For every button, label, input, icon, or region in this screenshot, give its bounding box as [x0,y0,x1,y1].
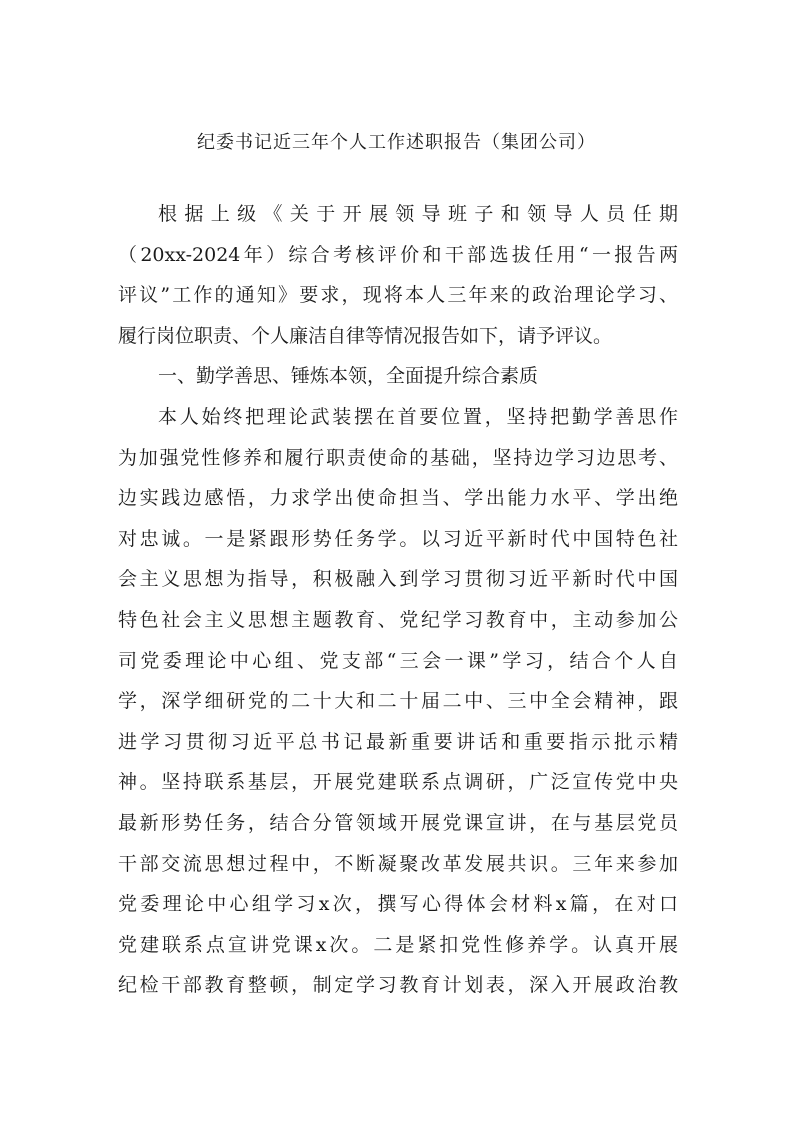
body-line: 会主义思想为指导，积极融入到学习贯彻习近平新时代中国 [118,568,678,591]
body-line: 党建联系点宣讲党课x次。二是紧扣党性修养学。认真开展 [118,933,678,956]
body-line: 干部交流思想过程中，不断凝聚改革发展共识。三年来参加 [118,852,678,875]
body-line: （20xx-2024年）综合考核评价和干部选拔任用“一报告两 [118,243,678,266]
body-line: 学，深学细研党的二十大和二十届二中、三中全会精神，跟 [118,690,678,713]
body-line: 司党委理论中心组、党支部“三会一课”学习，结合个人自 [118,649,678,672]
body-line: 党委理论中心组学习x次，撰写心得体会材料x篇，在对口 [118,893,678,916]
body-line: 神。坚持联系基层，开展党建联系点调研，广泛宣传党中央 [118,771,678,794]
document-title: 纪委书记近三年个人工作述职报告（集团公司） [197,132,596,153]
body-line: 为加强党性修养和履行职责使命的基础，坚持边学习边思考、 [118,446,678,469]
body-line: 对忠诚。一是紧跟形势任务学。以习近平新时代中国特色社 [118,527,678,550]
body-line: 履行岗位职责、个人廉洁自律等情况报告如下，请予评议。 [118,324,613,347]
body-line: 纪检干部教育整顿，制定学习教育计划表，深入开展政治教 [118,974,678,997]
body-line: 一、勤学善思、锤炼本领，全面提升综合素质 [158,365,539,388]
body-line: 最新形势任务，结合分管领域开展党课宣讲，在与基层党员 [118,811,678,834]
body-line: 特色社会主义思想主题教育、党纪学习教育中，主动参加公 [118,608,678,631]
body-line: 进学习贯彻习近平总书记最新重要讲话和重要指示批示精 [118,730,678,753]
body-line: 根据上级《关于开展领导班子和领导人员任期 [158,203,678,225]
document-body [118,194,678,1006]
body-line: 边实践边感悟，力求学出使命担当、学出能力水平、学出绝 [118,487,678,510]
body-line: 本人始终把理论武装摆在首要位置，坚持把勤学善思作 [158,405,678,428]
body-line: 评议”工作的通知》要求，现将本人三年来的政治理论学习、 [118,284,678,307]
